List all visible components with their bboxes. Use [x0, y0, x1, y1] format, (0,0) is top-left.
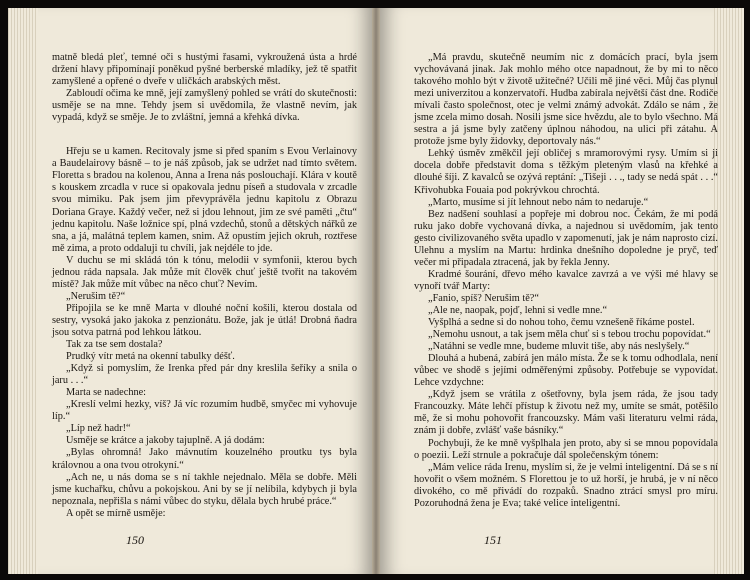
paragraph: „Když si pomyslím, že Irenka před pár dny kreslila šeříky a snila o jaru . . .“: [52, 363, 357, 387]
paragraph: „Líp než hadr!“: [66, 423, 131, 435]
paragraph: Hřeju se u kamen. Recitovaly jsme si před spaním s Evou Verlainovy a Baudelairovy básně – to je náš způsob, jak se udržet nad tímto světem. Floretta s bradou na kolenou, Anna a Irena nás poslouchají. Klára v koutě s kouskem zrcadla v ruce si opakovala jednu píseň a studovala v zrcadle svou mimiku. Pak jsem jim převyprávěla jednu kapitolu z Obrazu Doriana Graye. Každý večer, než si jdou lehnout, jim ze své paměti „čtu“ jednu kapitolu. Naše ložnice spí, plná vzdechů, stonů a dětských nářků ze sna, a já, malátná teplem kamen, snim. Až opustím jejich okruh, roztřese mě zima, a proto oddaluji tu chvíli, jak nejdéle to jde.: [52, 146, 357, 254]
paragraph: Zabloudí očima ke mně, její zamyšlený pohled se vrátí do skutečnosti: usměje se na mne. Tehdy jsem si uvědomila, že vlastně nevím, jak vypadá, když se směje. Je to zvláštní, jemná a křehká dívka.: [52, 88, 357, 124]
left-page: [8, 8, 372, 574]
paragraph: Vyšplhá a sedne si do nohou toho, čemu vznešeně říkáme postel.: [428, 317, 695, 329]
paragraph: „Ale ne, naopak, pojď, lehni si vedle mne.“: [428, 304, 608, 316]
paragraph: Usměje se krátce a jakoby tajuplně. A já dodám:: [66, 435, 265, 447]
paragraph: Dlouhá a hubená, zabírá jen málo místa. Že se k tomu odhodlala, není vůbec ve shodě s jejími odměřenými způsoby. Potřebuje se vypovídat. Lehce vzdychne:: [414, 353, 718, 389]
paragraph: „Ach ne, u nás doma se s ní takhle nejednalo. Měla se dobře. Měli jsme kuchařku, chůvu a pokojskou. Ani by se jí nelíbila, kdybych ji byla nepoznala, nepřišla s námi vůbec do styku, dělala bych hrubé práce.“: [52, 471, 357, 507]
paragraph: Tak za tse sem dostala?: [66, 339, 163, 351]
paragraph: „Nemohu usnout, a tak jsem měla chuť si s tebou trochu popovídat.“: [428, 329, 711, 341]
paragraph: „Mám velice ráda Irenu, myslím si, že je velmi inteligentní. Dá se s ní hovořit o všem možném. S Florettou je to už horší, je hrubá, je v ní něco divokého, co mě přivádí do rozpaků. Snadno ztrácí smysl pro míru. Pozoruhodná žena je Eva; také velice inteligentní.: [414, 461, 718, 509]
paragraph: „Fanio, spíš? Nerušim tě?“: [428, 292, 539, 304]
paragraph: Bez nadšení souhlasí a popřeje mi dobrou noc. Čekám, že mi podá ruku jako dobře vychovaná dívka, a najednou si uvědomím, jak tento gesto civilizovaného světa upadlo v zapomenutí, jak je nám naprosto cizí. Ulehnu a myslím na Martu: hrdinka dnešního dopoledne je pryč, teď večer mi připadala ztracená, jak by řekla Jenny.: [414, 208, 718, 268]
paragraph: Pochybuji, že ke mně vyšplhala jen proto, aby si se mnou popovídala o poezii. Leží strnule a pokračuje dál společenským tónem:: [414, 437, 718, 461]
paragraph: matně bledá pleť, temné oči s hustými řasami, vykroužená ústa a hrdé držení hlavy připomínají poněkud pyšné berberské mladíky, jež tě spatřit zamyšlené a opřené o dveře v uličkách arabských měst.: [52, 52, 357, 88]
book-gutter: [372, 8, 380, 574]
paragraph: V duchu se mi skládá tón k tónu, melodii v symfonii, kterou bych jednou ráda napsala. Jak může mít člověk chuť ještě tvořit na takovém místě? Jak může mít vůbec na něco chuť? Nevím.: [52, 254, 357, 290]
paragraph: Marta se nadechne:: [66, 387, 147, 399]
section-break: [52, 124, 357, 146]
paragraph: Kradmé šourání, dřevo mého kavalce zavrzá a ve výši mé hlavy se vynoří tvář Marty:: [414, 268, 718, 292]
paragraph: „Když jsem se vrátila z ošetřovny, byla jsem ráda, že jsou tady Francouzky. Máte lehčí přístup k životu než my, umíte se smát, potěšilo mě, že si mohu pohovořit francouzsky. Mám vaši literaturu velmi ráda, znám ji dobře, zvlášť vaše básníky.“: [414, 389, 718, 437]
paragraph: „Má pravdu, skutečně neumím nic z domácích prací, byla jsem vychovávaná jinak. Jak mohlo mého otce napadnout, že by mi to něco takového mohlo být v životě užitečné? Učili mě jiné věci. Můj čas plynul mezi univerzitou a konzervatoří. Hudba zabírala největší část dne. Rodiče mívali často společnost, otec je velmi známý advokát. Zdálo se nám , že jsme zcela mimo dosah. Nosili jsme sice hvězdu, ale to bylo všechno. Má sestra a já jsme byly zatčeny úplnou náhodou, na ulici při zátahu. A protože jsme byly židovky, deportovaly nás.“: [414, 52, 718, 148]
page-edges-right: [714, 8, 744, 574]
page-number-left: 150: [126, 533, 144, 547]
paragraph: Lehký úsměv změkčil její obličej s mramorovými rysy. Umím si ji docela dobře představit doma s těžkým pleteným vlasů na křehké a dlouhé šíji. Z kavalců se ozývá reptání: „Tišeji . . ., tady se nedá spát . . .“ Křivohubka Fouaia pod pokrývkou chrochtá.: [414, 148, 718, 196]
paragraph: „Kreslí velmi hezky, víš? Já víc rozumím hudbě, smyčec mi vyhovuje líp.“: [52, 399, 357, 423]
paragraph: „Bylas ohromná! Jako mávnutím kouzelného proutku tys byla královnou a ona tvou otrokyní.“: [52, 447, 357, 471]
left-page-text: [52, 52, 357, 520]
paragraph: Prudký vítr metá na okenní tabulky déšť.: [66, 351, 235, 363]
paragraph: „Natáhni se vedle mne, budeme mluvit tiše, aby nás neslyšely.“: [428, 341, 690, 353]
right-page: [380, 8, 744, 574]
paragraph: „Marto, musíme si jít lehnout nebo nám to nedaruje.“: [428, 196, 649, 208]
open-book: [8, 8, 744, 574]
right-page-text: [414, 52, 718, 510]
page-number-right: 151: [484, 533, 502, 547]
paragraph: „Nerušim tě?“: [66, 290, 126, 302]
page-edges-left: [8, 8, 38, 574]
paragraph: A opět se mírně usměje:: [66, 507, 166, 519]
paragraph: Připojila se ke mně Marta v dlouhé noční košili, kterou dostala od sestry, vysoká jako jakoka z penzionátu. Bože, jak je útlá! Drobná ňadra jsou sotva patrná pod lehkou látkou.: [52, 302, 357, 338]
